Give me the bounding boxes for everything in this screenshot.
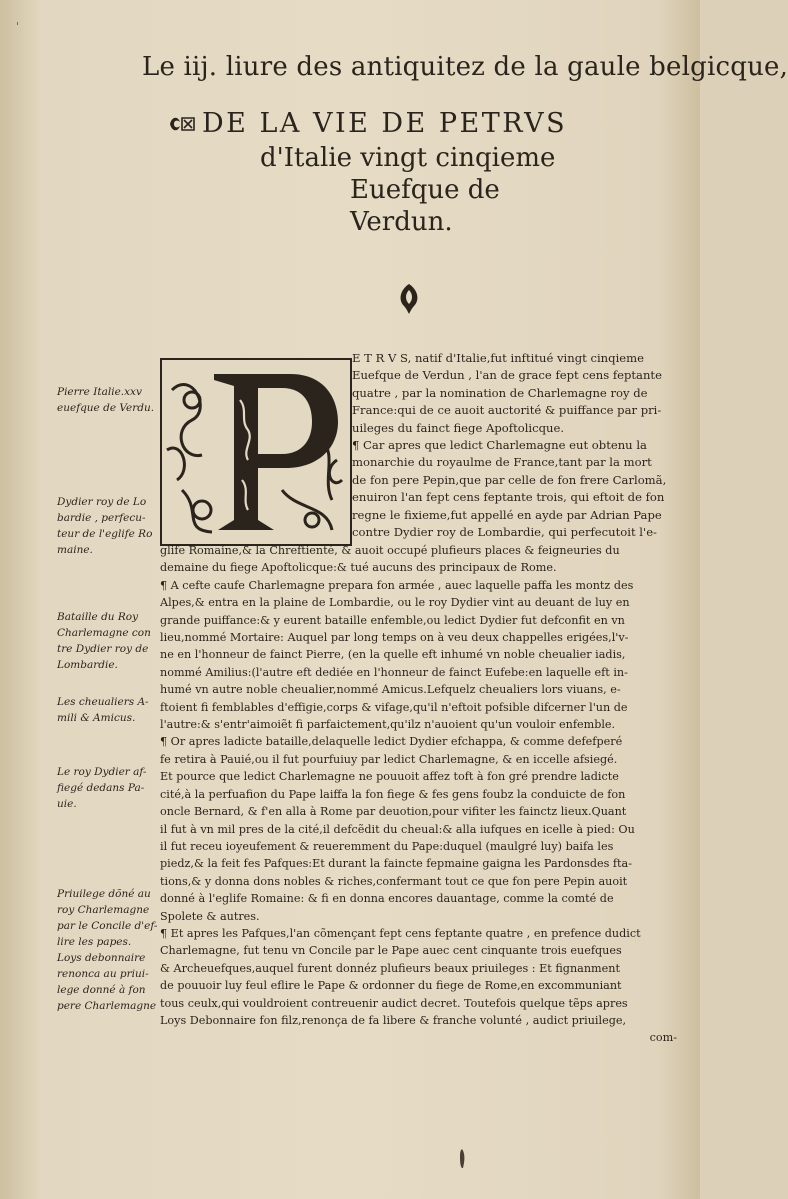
chapter-title [168,108,668,237]
margin-note: Le roy Dydier af- fiegé dedans Pa- uie. [57,766,147,810]
text-line: ¶ A cefte caufe Charlemagne prepara fon armée , auec laquelle paffa les montz des [160,578,634,592]
text-line: Et pource que ledict Charlemagne ne pouuoit affez toft à fon gré prendre ladicte [160,770,619,784]
title-line-2: d'Italie vingt cinqieme [260,143,556,173]
decorated-initial-p-icon [160,358,352,546]
text-line: contre Dydier roy de Lombardie, qui perfecutoit l'e- [352,525,657,540]
text-line: cité,à la perfuafion du Pape laiffa la fon fiege & fes gens foubz la conduicte de fon [160,787,626,801]
margin-note: Les cheualiers A- mili & Amicus. [57,696,149,724]
margin-note: Bataille du Roy Charlemagne con tre Dydier roy de Lombardie. [57,611,151,671]
margin-note: Priuilege dõné au roy Charlemagne par le Concile d'ef- lire les papes. Loys debonnaire renonca au priui- lege donné à fon pere Charlemagne [57,888,158,1012]
text-line: France:qui de ce auoit auctorité & puiffance par pri- [352,403,662,418]
text-line: Charlemagne, fut tenu vn Concile par le Pape auec cent cinquante trois euefques [160,944,622,958]
title-line-1-text: DE LA VIE DE PETRVS [202,108,568,139]
catchword: com- [649,1031,677,1045]
text-line: piedz,& la feit fes Pafques:Et durant la faincte fepmaine gaigna les Pardonsdes fta- [160,857,632,871]
text-line: donné à l'eglife Romaine: & fi en donna encores dauantage, comme la comté de [160,892,614,906]
text-line: demaine du fiege Apoftolicque:& tué aucuns des principaux de Rome. [160,561,557,575]
text-line: regne le fixieme,fut appellé en ayde par Adrian Pape [352,507,662,522]
text-line: tous ceulx,qui vouldroient contreuenir audict decret. Toutefois quelque tẽps apres [160,996,628,1010]
title-line-4: Verdun. [350,207,453,237]
margin-note: Pierre Italie.xxv euefque de Verdu. [57,386,155,414]
text-line: Alpes,& entra en la plaine de Lombardie, ou le roy Dydier vint au deuant de luy en [160,596,630,610]
text-line: oncle Bernard, & f'en alla à Rome par deuotion,pour vifiter les fainctz lieux.Quant [160,805,627,819]
text-line: lieu,nommé Mortaire: Auquel par long temps on à veu deux chappelles erigées,l'v- [160,631,629,645]
running-head: Le iij. liure des antiquitez de la gaule belgicque, [142,52,788,82]
text-line: il fut à vn mil pres de la cité,il defcẽdit du cheual:& alla iufques en icelle à pied: Ou [160,822,635,836]
ink-mark-icon [458,1148,466,1170]
text-line: uileges du fainct fiege Apoftolicque. [352,420,565,435]
text-line: & Archeuefques,auquel furent donnéz plufieurs beaux priuileges : Et fignanment [160,961,620,975]
text-line: Spolete & autres. [160,909,260,923]
fleuron-icon [168,114,196,134]
text-line: quatre , par la nomination de Charlemagne roy de [352,385,648,400]
text-line: ftoient fi femblables d'effigie,corps & vifage,qu'il n'eftoit pofsible difcerner l'un de [160,700,628,714]
text-line: enuiron l'an fept cens feptante trois, qui eftoit de fon [352,490,665,505]
text-line: Euefque de Verdun , l'an de grace fept cens feptante [352,368,662,383]
page-edge-mark: ' [16,20,20,33]
text-line: ¶ Car apres que ledict Charlemagne eut obtenu la [352,438,647,453]
title-line-1 [168,108,668,139]
body-text-beside-initial [352,350,687,541]
text-line: grande puiffance:& y eurent bataille enfemble,ou ledict Dydier fut defconfit en vn [160,613,625,627]
hedera-ornament-icon [392,282,426,316]
title-line-3: Euefque de [350,175,500,205]
body-text-main [160,542,685,1047]
text-line: tions,& y donna dons nobles & riches,confermant tout ce que fon pere Pepin auoit [160,874,628,888]
text-line: monarchie du royaulme de France,tant par la mort [352,455,652,470]
text-line: glife Romaine,& la Chreftienté, & auoit occupé plufieurs places & feigneuries du [160,544,620,557]
text-line: ¶ Or apres ladicte bataille,delaquelle ledict Dydier efchappa, & comme defefperé [160,735,623,749]
text-line: Loys Debonnaire fon filz,renonça de fa libere & franche volunté , audict priuilege, [160,1013,627,1027]
text-line: humé vn autre noble cheualier,nommé Amicus.Lefquelz cheualiers lors viuans, e- [160,683,621,697]
text-line: fe retira à Pauié,ou il fut pourfuiuy par ledict Charlemagne, & en iccelle afsiegé. [160,752,618,766]
text-line: de fon pere Pepin,que par celle de fon frere Carlomã, [352,472,667,487]
text-line: ne en l'honneur de fainct Pierre, (en la quelle eft inhumé vn noble cheualier iadis, [160,648,626,662]
text-line: il fut receu ioyeufement & reueremment du Pape:duquel (maulgré luy) baifa les [160,839,614,853]
text-line: ¶ Et apres les Pafques,l'an cõmençant fept cens feptante quatre , en prefence dudict [160,926,641,940]
text-line: nommé Amilius:(l'autre eft dediée en l'honneur de fainct Eufebe:en laquelle eft in- [160,665,628,679]
text-line: E T R V S, natif d'Italie,fut inftitué vingt cinqieme [352,351,644,365]
margin-note: Dydier roy de Lo bardie , perfecu- teur de l'eglife Ro maine. [57,496,153,556]
text-line: l'autre:& s'entr'aimoiẽt fi parfaictement,qu'ilz n'auoient qu'un vouloir enfemble. [160,718,616,732]
text-line: de pouuoir luy feul eflire le Pape & ordonner du fiege de Rome,en excommuniant [160,979,622,993]
